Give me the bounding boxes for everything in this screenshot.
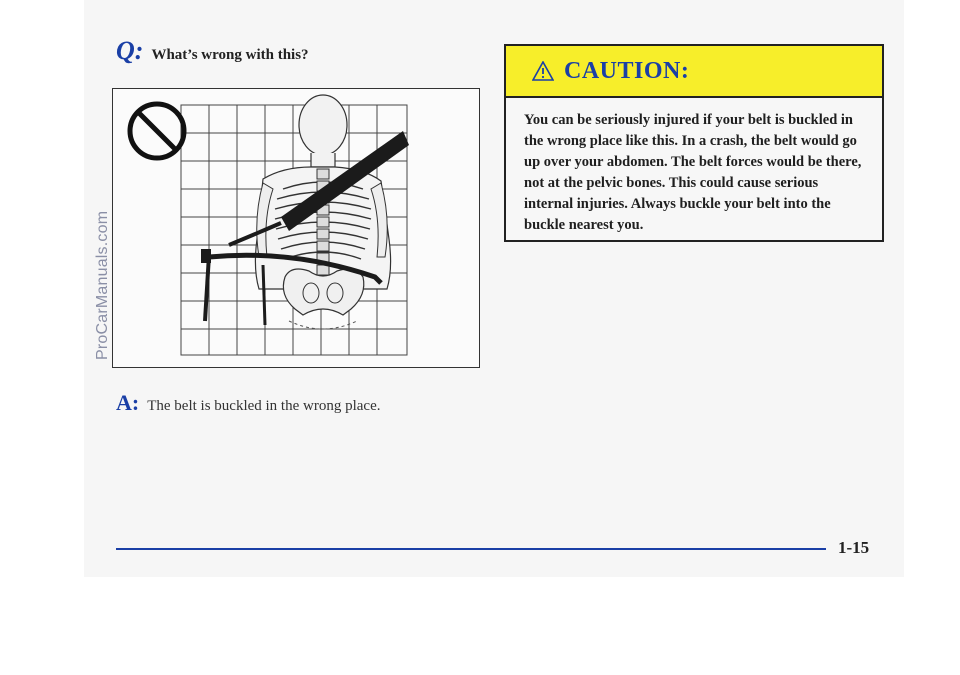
footer-rule <box>116 548 826 550</box>
seatbelt-illustration <box>112 88 480 368</box>
caution-box <box>504 44 884 242</box>
caution-body: You can be seriously injured if your belt is buckled in the wrong place like this. In a crash, the belt would go up over your abdomen. The belt forces would be there, not at the pelvic bones. This could cause serious internal injuries. Always buckle your belt into the buckle nearest you. <box>524 112 862 233</box>
answer-label: A: <box>116 390 140 415</box>
page-number: 1-15 <box>838 538 870 557</box>
prohibition-icon <box>130 104 184 158</box>
skeleton-figure <box>113 89 481 369</box>
answer-text: The belt is buckled in the wrong place. <box>147 398 381 414</box>
question-line <box>116 36 309 66</box>
question-label: Q: <box>116 36 144 65</box>
caution-header <box>506 46 882 98</box>
warning-triangle-icon <box>532 61 554 81</box>
question-text: What’s wrong with this? <box>151 47 309 63</box>
caution-title: CAUTION: <box>564 57 690 84</box>
watermark: ProCarManuals.com <box>94 210 111 360</box>
answer-line <box>116 390 380 416</box>
